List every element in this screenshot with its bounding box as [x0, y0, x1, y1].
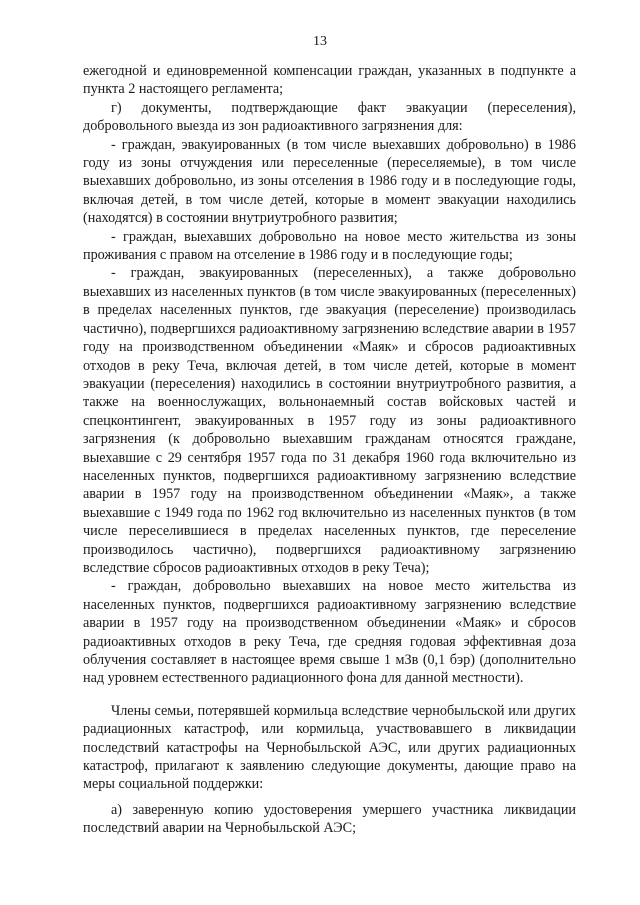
paragraph-item-a: а) заверенную копию удостоверения умершего участника ликвидации последствий аварии на Чернобыльской АЭС; [83, 801, 576, 837]
paragraph-family-members: Члены семьи, потерявшей кормильца вследствие чернобыльской или других радиационных катастроф, или кормильца, участвовавшего в ликвидации последствий катастрофы на Чернобыльской АЭС, или других радиационных катастроф, прилагают к заявлению следующие документы, дающие право на меры социальной поддержки: [83, 702, 576, 793]
paragraph-item-g: г) документы, подтверждающие факт эвакуации (переселения), добровольного выезда из зон радиоактивного загрязнения для: [83, 99, 576, 135]
paragraph-bullet-mayak-evacuated: - граждан, эвакуированных (переселенных), а также добровольно выехавших из населенных пунктов (в том числе эвакуированных (переселенных) в пределах населенных пунктов, где эвакуация (переселение) производилась частично), подвергшихся радиоактивному загрязнению вследствие аварии в 1957 году на производственном объединении «Маяк» и сбросов радиоактивных отходов в реку Теча, включая детей, в том числе детей, которые в момент эвакуации (переселения) находились в состоянии внутриутробного развития, а также на военнослужащих, вольнонаемный состав войсковых частей и спецконтингент, эвакуированных в 1957 году из зоны радиоактивного загрязнения (к добровольно выехавшим гражданам относятся граждане, выехавшие с 29 сентября 1957 года по 31 декабря 1960 года включительно из населенных пунктов, подвергшихся радиоактивному загрязнению вследствие аварии в 1957 году на производственном объединении «Маяк», а также выехавшие с 1949 года по 1962 год включительно из населенных пунктов (в том числе переселившиеся в пределах населенных пунктов, где переселение производилось частично), подвергшихся радиоактивному загрязнению вследствие сбросов радиоактивных отходов в реку Теча); [83, 265, 576, 576]
paragraph-continuation: ежегодной и единовременной компенсации граждан, указанных в подпункте а пункта 2 настоящего регламента; [83, 63, 576, 98]
document-body [83, 62, 576, 838]
paragraph-bullet-mayak-voluntary: - граждан, добровольно выехавших на новое место жительства из населенных пунктов, подвергшихся радиоактивному загрязнению вследствие аварии в 1957 году на производственном объединении «Маяк» и сбросов радиоактивных отходов в реку Теча, где средняя годовая эффективная доза облучения составляет в настоящее время свыше 1 мЗв (0,1 бэр) (дополнительно над уровнем естественного радиационного фона для данной местности). [83, 578, 576, 687]
paragraph-bullet-relocated-voluntarily: - граждан, выехавших добровольно на новое место жительства из зоны проживания с правом на отселение в 1986 году и в последующие годы; [83, 228, 576, 264]
paragraph-bullet-evacuated-1986: - граждан, эвакуированных (в том числе выехавших добровольно) в 1986 году из зоны отчуждения или переселенные (переселяемые), в том числе выехавших добровольно, из зоны отселения в 1986 году и в последующие годы, включая детей, в том числе детей, которые в момент эвакуации находились (находятся) в состоянии внутриутробного развития; [83, 136, 576, 227]
page-number: 13 [313, 34, 327, 49]
